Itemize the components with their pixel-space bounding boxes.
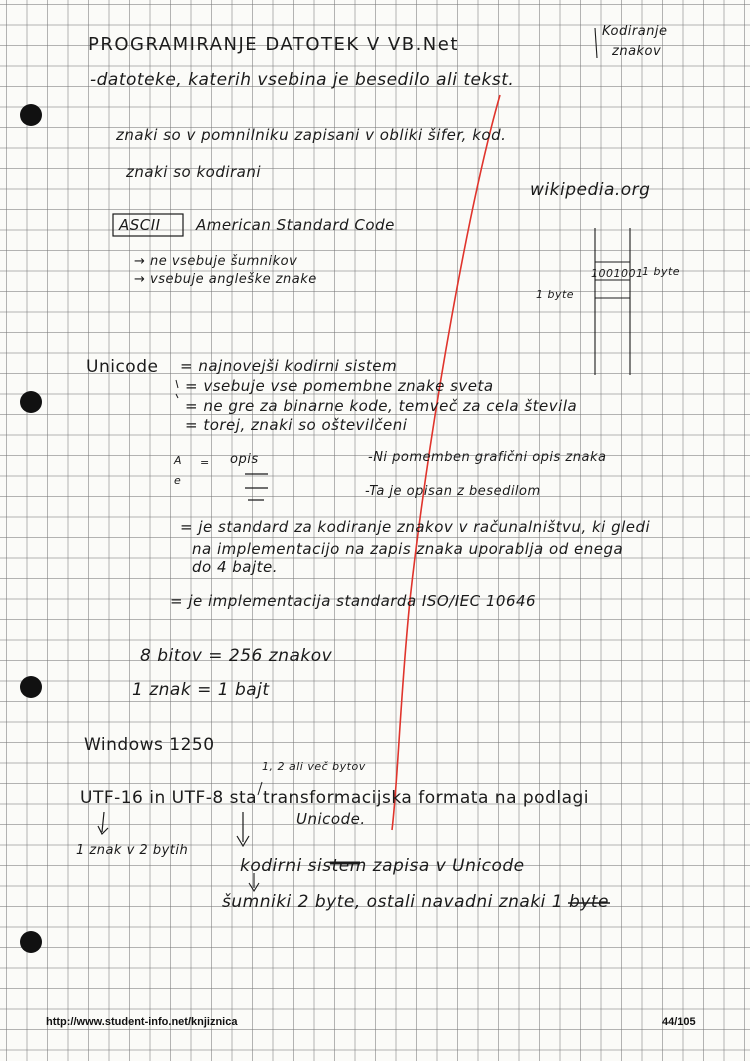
opis-a: A [174, 454, 183, 467]
side-note-line1: Kodiranje [602, 24, 668, 39]
intro-line: -datoteke, katerih vsebina je besedilo ali tekst. [90, 70, 515, 90]
utf16-arrow [98, 812, 108, 834]
ascii-full-name: American Standard Code [196, 216, 395, 234]
side-note-line2: znakov [612, 44, 662, 59]
memory-cells-diagram [595, 228, 630, 375]
windows-line: Windows 1250 [84, 735, 215, 755]
opis-equals-marks [245, 474, 268, 500]
zapis-line: znaki so v pomnilniku zapisani v obliki šifer, kod. [116, 126, 507, 144]
unicode-def-3: = ne gre za binarne kode, temveč za cela števila [185, 397, 578, 415]
page-title: PROGRAMIRANJE DATOTEK V VB.Net [88, 34, 459, 55]
byte-value: 1001001 [591, 267, 644, 280]
standard-line-1: = je standard za kodiranje znakov v računalništvu, ki gledi [180, 518, 651, 536]
standard-line-2: na implementacijo na zapis znaka uporablja od enega [192, 540, 624, 558]
unicode-heading: Unicode [86, 357, 159, 377]
ascii-label: ASCII [119, 216, 161, 234]
opis-note-2: -Ta je opisan z besedilom [365, 484, 541, 499]
utf-line-2: Unicode. [296, 810, 366, 828]
standard-line-3: do 4 bajte. [192, 558, 279, 576]
ascii-bullet-2: → vsebuje angleške znake [134, 272, 317, 287]
utf-line: UTF-16 in UTF-8 sta transformacijska formata na podlagi [80, 788, 590, 808]
iso-line: = je implementacija standarda ISO/IEC 10646 [170, 592, 537, 610]
footer-page-number: 44/105 [662, 1016, 696, 1028]
utf16-note: 1 znak v 2 bytih [76, 843, 189, 858]
bits-line: 8 bitov = 256 znakov [140, 646, 333, 666]
ascii-bullet-1: → ne vsebuje šumnikov [134, 254, 298, 269]
znak-bajt-line: 1 znak = 1 bajt [132, 680, 270, 700]
utf8-arrow [237, 812, 249, 846]
kodirani-line: znaki so kodirani [126, 163, 262, 181]
sumniki-line: šumniki 2 byte, ostali navadni znaki 1 byte [222, 892, 609, 912]
footer-url[interactable]: http://www.student-info.net/knjiznica [46, 1016, 238, 1028]
byte-label-right: 1 byte [642, 265, 681, 278]
unicode-def-1: = najnovejši kodirni sistem [180, 357, 398, 375]
unicode-def-4: = torej, znaki so oštevilčeni [185, 416, 408, 434]
opis-e: e [174, 474, 182, 487]
unicode-def-2: = vsebuje vse pomembne znake sveta [185, 377, 494, 395]
byte-label-left: 1 byte [536, 288, 575, 301]
opis-eq: = [200, 456, 210, 469]
utf-bytes-note: 1, 2 ali več bytov [262, 760, 366, 773]
opis-note-1: -Ni pomemben grafični opis znaka [368, 450, 607, 465]
opis-label: opis [230, 452, 259, 467]
kodirni-line: kodirni sistem zapisa v Unicode [240, 856, 525, 876]
wikipedia-note: wikipedia.org [530, 180, 651, 200]
